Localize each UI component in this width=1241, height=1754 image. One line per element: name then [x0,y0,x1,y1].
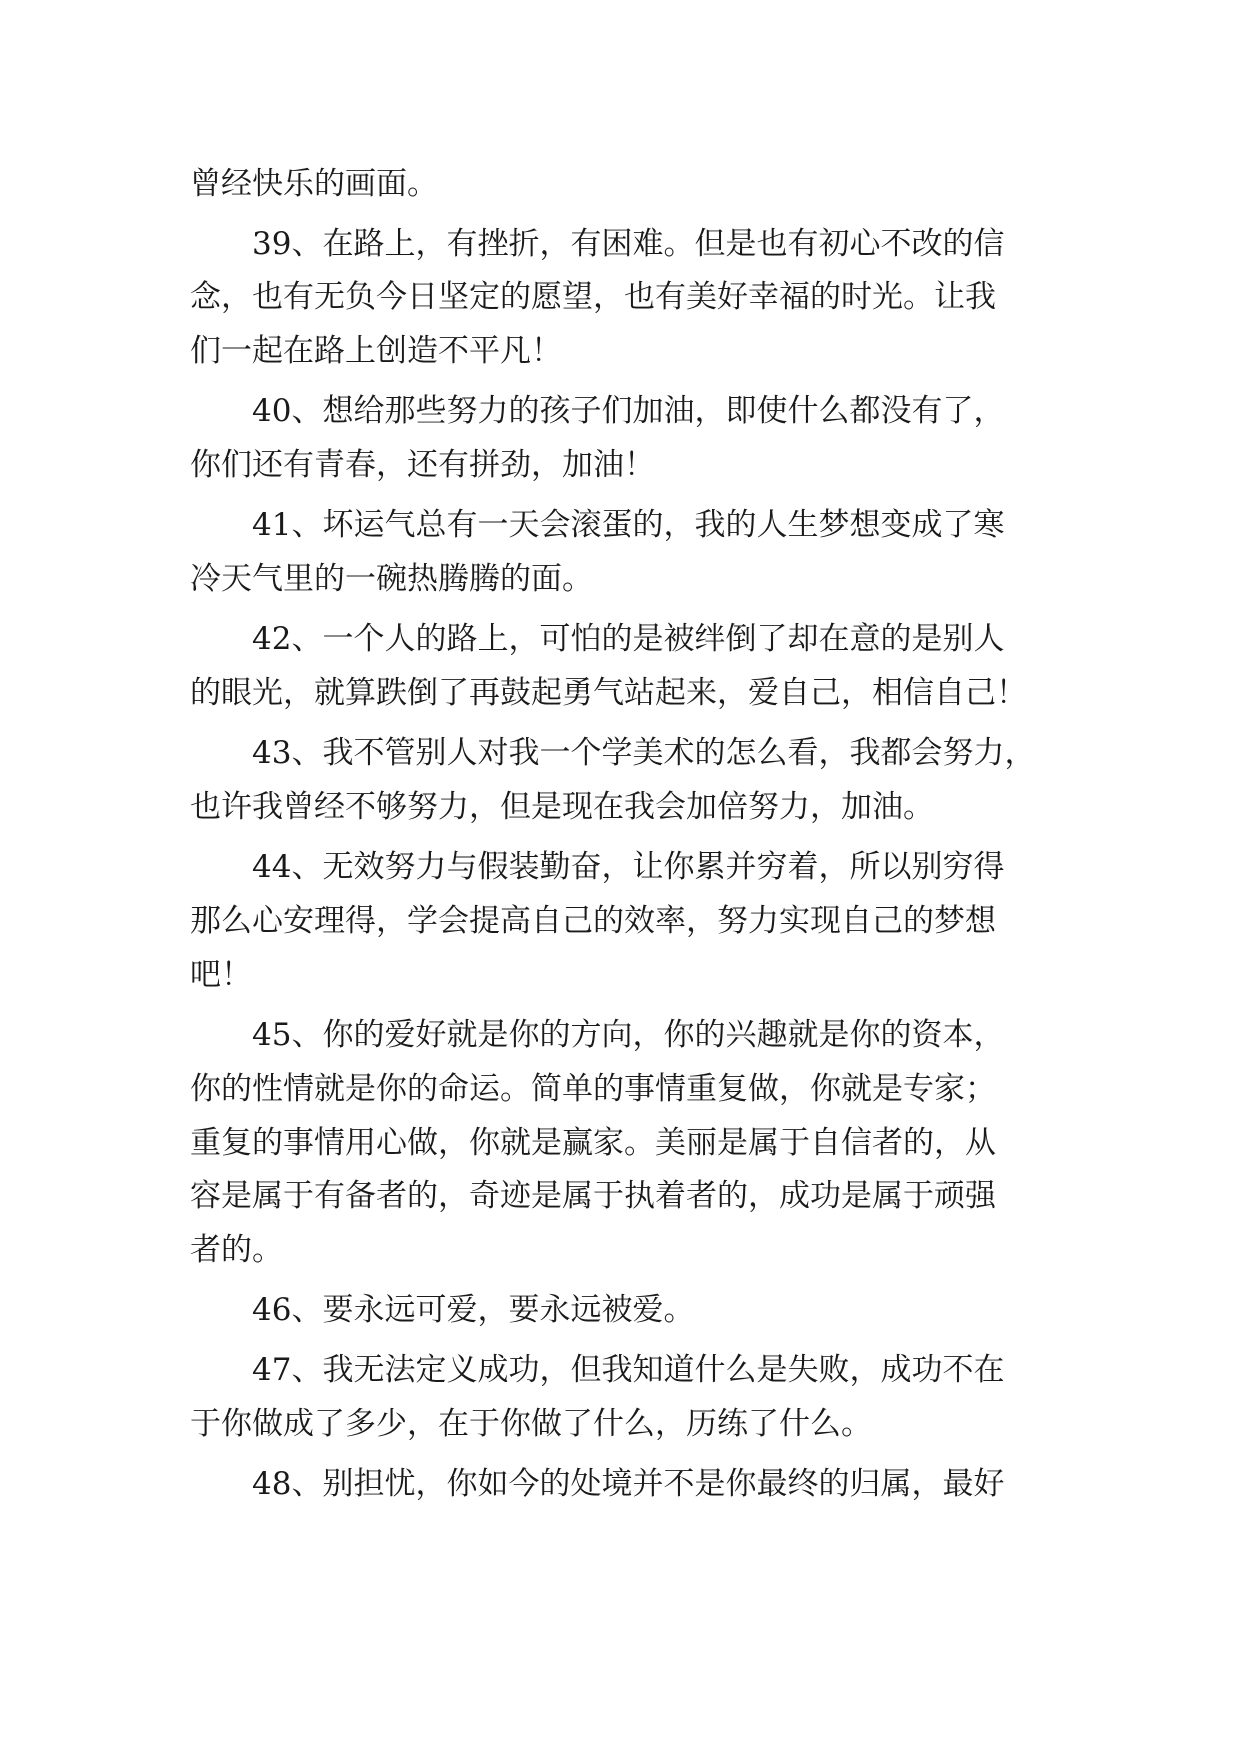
text-line: 曾经快乐的画面。 [190,166,438,202]
text-line: 们一起在路上创造不平凡！ [190,333,562,369]
text-line: 那么心安理得，学会提高自己的效率，努力实现自己的梦想 [190,903,996,939]
text-line: 47、我无法定义成功，但我知道什么是失败，成功不在 [252,1352,1005,1388]
text-line: 39、在路上，有挫折，有困难。但是也有初心不改的信 [252,226,1005,262]
text-line: 46、要永远可爱，要永远被爱。 [252,1292,695,1328]
text-line: 45、你的爱好就是你的方向，你的兴趣就是你的资本， [252,1017,1005,1053]
text-line: 43、我不管别人对我一个学美术的怎么看，我都会努力， [252,735,1036,771]
text-line: 者的。 [190,1232,283,1268]
text-line: 41、坏运气总有一天会滚蛋的，我的人生梦想变成了寒 [252,507,1005,543]
text-line: 冷天气里的一碗热腾腾的面。 [190,561,593,597]
text-line: 吧！ [190,957,252,993]
text-line: 44、无效努力与假装勤奋，让你累并穷着，所以别穷得 [252,849,1005,885]
text-line: 你们还有青春，还有拼劲，加油！ [190,447,655,483]
text-line: 重复的事情用心做，你就是赢家。美丽是属于自信者的，从 [190,1125,996,1161]
text-line: 念，也有无负今日坚定的愿望，也有美好幸福的时光。让我 [190,279,996,315]
text-line: 也许我曾经不够努力，但是现在我会加倍努力，加油。 [190,789,934,825]
text-line: 48、别担忧，你如今的处境并不是你最终的归属，最好 [252,1466,1005,1502]
text-line: 42、一个人的路上，可怕的是被绊倒了却在意的是别人 [252,621,1005,657]
text-line: 你的性情就是你的命运。简单的事情重复做，你就是专家； [190,1071,996,1107]
text-line: 容是属于有备者的，奇迹是属于执着者的，成功是属于顽强 [190,1178,996,1214]
text-line: 于你做成了多少，在于你做了什么，历练了什么。 [190,1406,872,1442]
text-line: 的眼光，就算跌倒了再鼓起勇气站起来，爱自己，相信自己！ [190,675,1027,711]
text-line: 40、想给那些努力的孩子们加油，即使什么都没有了， [252,393,1005,429]
